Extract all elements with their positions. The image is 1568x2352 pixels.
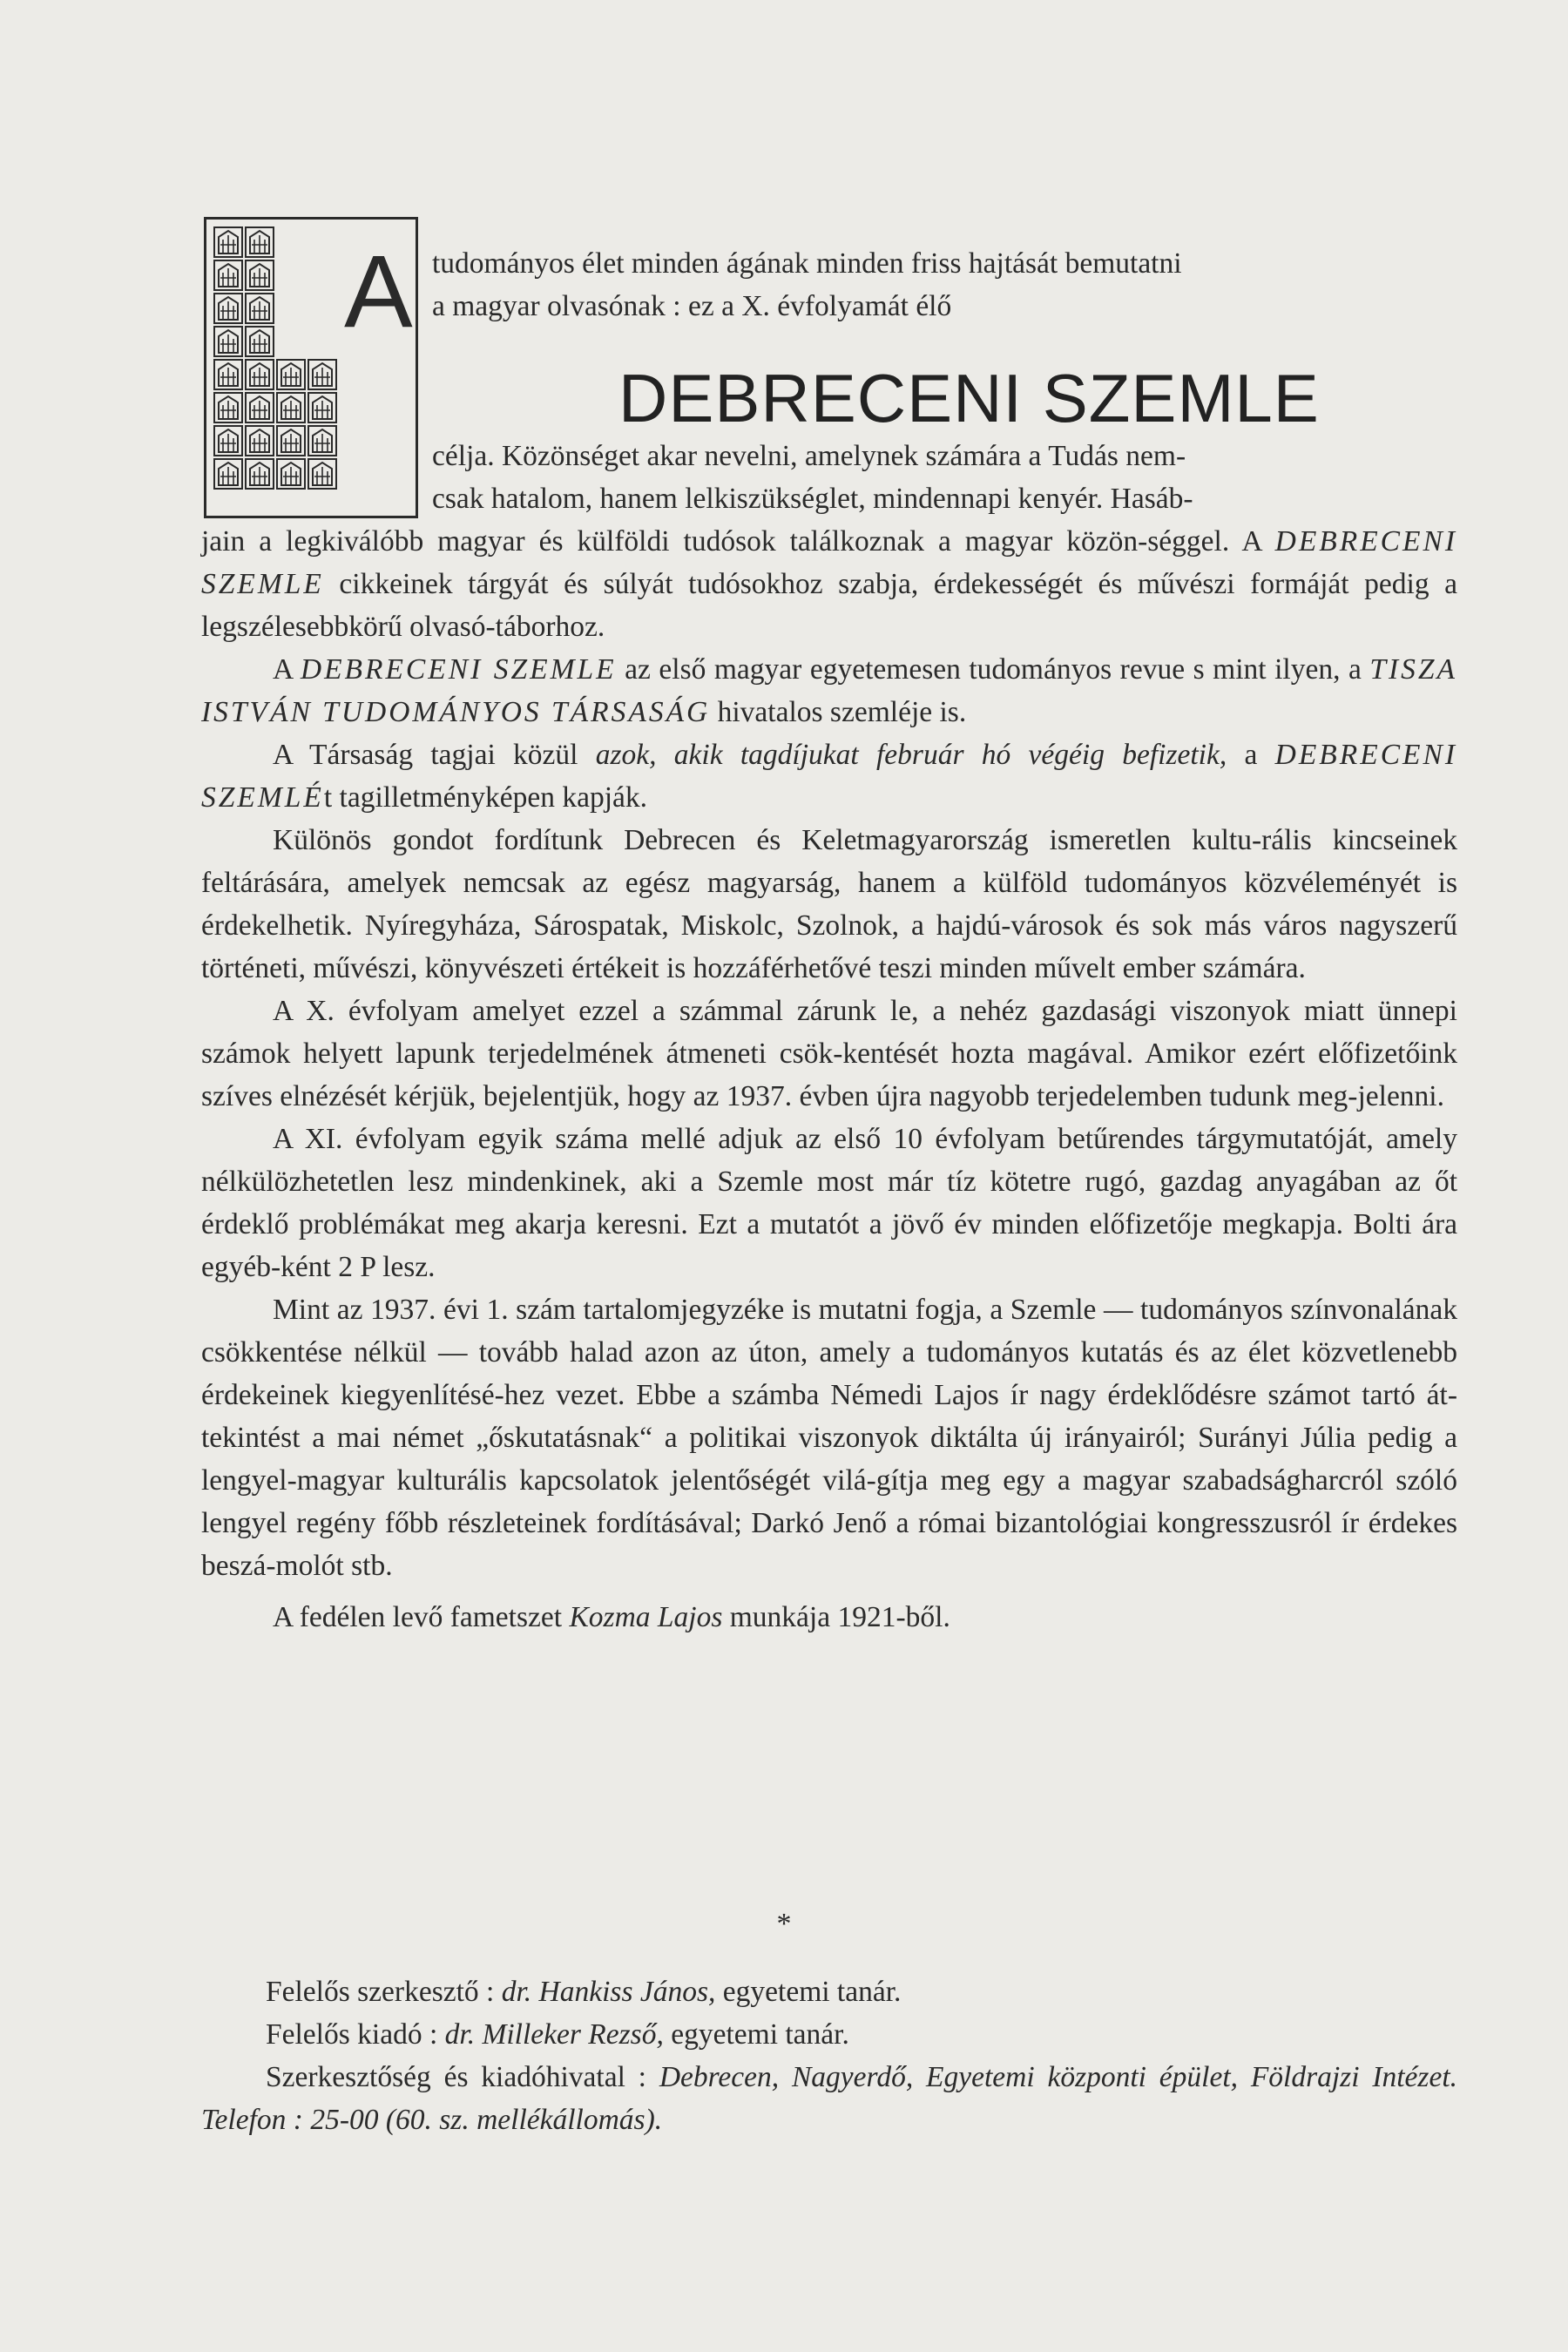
credit-publisher-name: dr. Milleker Rezső, [444,2018,664,2051]
p3-italic-condition: azok, akik tagdíjukat február hó végéig befizetik, [595,739,1227,771]
p2-society-name: TISZA ISTVÁN TUDOMÁNYOS TÁRSASÁG [201,653,1457,728]
after-title-line-2: csak hatalom, hanem lelkiszükséglet, mindennapi kenyér. Hasáb- [432,483,1193,515]
paragraph-7: Mint az 1937. évi 1. szám tartalomjegyzéke is mutatni fogja, a Szemle — tudományos színvonalának csökkentése nélkül — tovább halad azon az úton, amely a tudományos kutatás és az élet közvetlenebb érdekeinek kiegyenlítésé-hez vezet. Ebbe a számba Némedi Lajos ír nagy érdeklődésre számot tartó át-tekintést a mai német „őskutatásnak“ a politikai viszonyok diktálta új irányairól; Surányi Júlia pedig a lengyel-magyar kulturális kapcsolatok jelentőségét vilá-gítja meg egy a magyar szabadságharcról szóló lengyel regény főbb részleteinek fordításával; Darkó Jenő a római bizantológiai kongresszusról ír érdekes beszá-molót stb. [201,1294,1457,1582]
p2-text-a: A [273,653,301,686]
p8-text-c: munkája 1921-ből. [722,1601,950,1633]
opening-lines [432,242,1457,328]
p2-text-c: az első magyar egyetemesen tudományos revue s mint ilyen, a [616,653,1370,686]
p3-text-a: A Társaság tagjai közül [273,739,596,771]
page-title: DEBRECENI SZEMLE [618,360,1320,436]
p1-text-a: jain a legkiválóbb magyar és külföldi tudósok találkoznak a magyar közön-séggel. A [201,525,1275,558]
body-paragraphs [201,520,1457,1639]
p1-journal-name: DEBRECENI SZEMLE [201,525,1457,600]
opening-line-2: a magyar olvasónak : ez a X. évfolyamát élő [432,290,952,322]
credit-editor [201,1970,1457,2013]
credits-block [201,1970,1457,2141]
p8-text-a: A fedélen levő fametszet [273,1601,570,1633]
credit-office-address: Debrecen, Nagyerdő, Egyetemi központi épület, Földrajzi Intézet. Telefon : 25-00 (60. sz. mellékállomás). [201,2061,1458,2136]
credit-office-label: Szerkesztőség és kiadóhivatal : [266,2061,659,2093]
paragraph-3 [201,733,1457,819]
initial-letter: A [344,234,413,349]
section-separator: * [776,1908,792,1940]
credit-editor-name: dr. Hankiss János, [501,1976,716,2008]
p2-text-e: hivatalos szemléje is. [710,696,967,728]
paragraph-4: Különös gondot fordítunk Debrecen és Keletmagyarország ismeretlen kultu-rális kincseinek feltárására, amelyek nemcsak az egész magyarság, hanem a külföld tudományos közvéleményét is érdekelhetik. Nyíregyháza, Sárospatak, Miskolc, Szolnok, a hajdú-városok és sok más város nagyszerű történeti, művészi, könyvészeti értékeit is hozzáférhetővé teszi minden művelt ember számára. [201,824,1457,984]
after-title-lines [432,435,1457,520]
credit-publisher [201,2013,1457,2056]
credit-publisher-label: Felelős kiadó : [266,2018,445,2051]
p2-journal-name: DEBRECENI SZEMLE [300,653,617,686]
p3-text-c: a [1227,739,1275,771]
credit-office [201,2056,1457,2141]
decorative-initial [204,217,418,518]
paragraph-6: A XI. évfolyam egyik száma mellé adjuk az első 10 évfolyam betűrendes tárgymutatóját, amely nélkülözhetetlen lesz mindenkinek, aki a Szemle most már tíz kötetre rugó, gazdag anyagában az őt érdeklő problémákat meg akarja keresni. Ezt a mutatót a jövő év minden előfizetője megkapja. Bolti ára egyéb-ként 2 P lesz. [201,1123,1457,1283]
credit-editor-title: egyetemi tanár. [715,1976,902,2008]
p3-text-e: t tagilletményképen kapják. [323,781,648,814]
p8-artist-name: Kozma Lajos [569,1601,723,1633]
credit-editor-label: Felelős szerkesztő : [266,1976,502,2008]
opening-line-1: tudományos élet minden ágának minden friss hajtását bemutatni [432,247,1182,280]
paragraph-5: A X. évfolyam amelyet ezzel a számmal zárunk le, a nehéz gazdasági viszonyok miatt ünnepi számok helyett lapunk terjedelmének átmeneti csök-kentését hozta magával. Amikor ezért előfizetőink szíves elnézését kérjük, bejelentjük, hogy az 1937. évben újra nagyobb terjedelemben tudunk meg-jelenni. [201,995,1457,1112]
p3-journal-name: DEBRECENI SZEMLÉ [201,739,1458,814]
paragraph-2 [201,648,1457,733]
after-title-line-1: célja. Közönséget akar nevelni, amelynek számára a Tudás nem- [432,440,1186,472]
paragraph-1-rest [201,520,1457,648]
paragraph-8 [201,1596,1457,1639]
credit-publisher-title: egyetemi tanár. [663,2018,849,2051]
ornament-pattern-icon [213,226,339,507]
p1-text-c: cikkeinek tárgyát és súlyát tudósokhoz szabja, érdekességét és művészi formáját pedig a legszélesebbkörű olvasó-táborhoz. [201,568,1457,643]
